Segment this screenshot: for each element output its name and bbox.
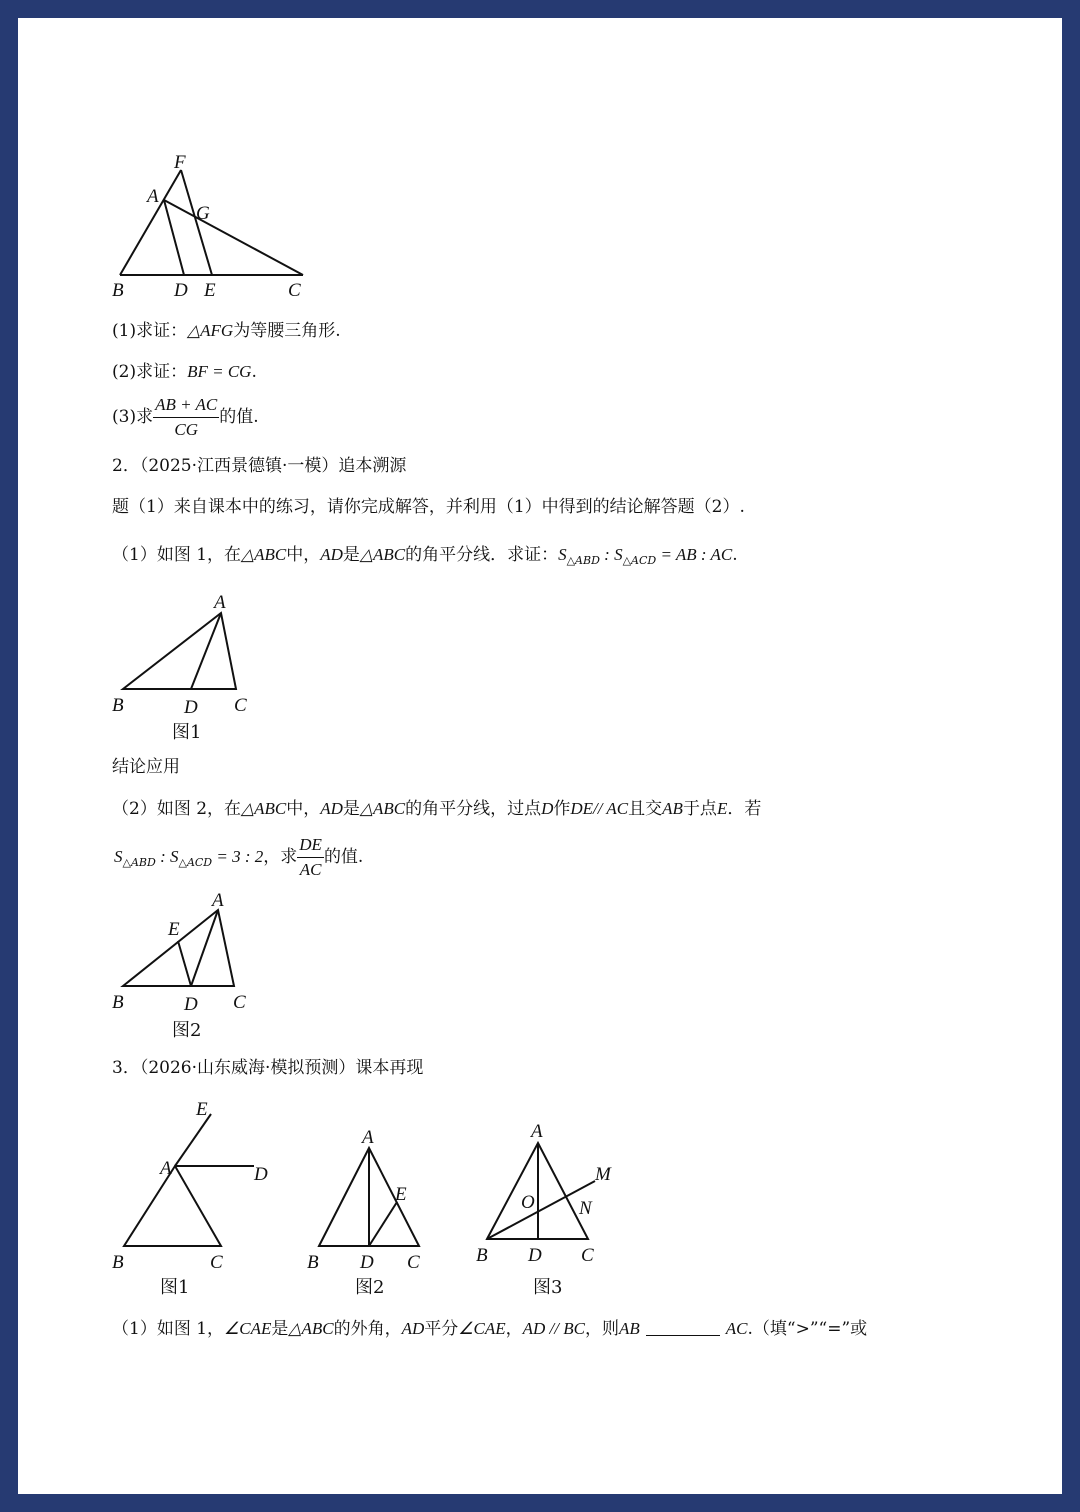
- label-d: D: [184, 697, 198, 718]
- fig-line-ad: [164, 200, 184, 275]
- fig-line-ae: [175, 1114, 211, 1166]
- label-b: B: [307, 1252, 319, 1273]
- label-c: C: [288, 280, 301, 301]
- p3-question-1: （1）如图 1，∠CAE是△ABC的外角，AD平分∠CAE，AD // BC，则AB AC.（填“>”“=”或: [112, 1319, 868, 1339]
- figure-caption: 图1: [160, 1277, 190, 1298]
- label-e: E: [196, 1099, 208, 1120]
- p1-question-1: (1)求证：△AFG为等腰三角形.: [112, 321, 341, 341]
- label-c: C: [233, 992, 246, 1013]
- label-a: A: [147, 186, 159, 207]
- label-a: A: [362, 1127, 374, 1148]
- label-e: E: [168, 919, 180, 940]
- p1-question-2: (2)求证：BF = CG.: [112, 362, 257, 382]
- p2-question-1: （1）如图 1，在△ABC中，AD是△ABC的角平分线．求证：$S_{\triangle ABD}$ : $S_{\triangle ACD}$ = AB : AC.: [112, 545, 738, 567]
- problem3-figure-3: [473, 1098, 653, 1298]
- problem2-figure-2: [108, 890, 288, 1043]
- p2-section-title: 结论应用: [112, 757, 180, 777]
- p2-intro: 题（1）来自课本中的练习，请你完成解答，并利用（1）中得到的结论解答题（2）.: [112, 497, 745, 517]
- problem3-figure-1: [108, 1098, 298, 1298]
- label-d: D: [254, 1164, 268, 1185]
- fig-line-de: [369, 1202, 397, 1246]
- problem1-figure: [108, 148, 328, 318]
- p2-question-2-line2: $S_{\triangle ABD}$ : $S_{\triangle ACD} = 3$ : 2，求 $\frac{DE}{AC}$ 的值.: [114, 835, 364, 879]
- label-o: O: [521, 1192, 535, 1213]
- label-d: D: [174, 280, 188, 301]
- problem3-figure-2: [303, 1098, 453, 1298]
- label-n: N: [579, 1198, 592, 1219]
- answer-blank[interactable]: [646, 1335, 720, 1336]
- fig-line-ed: [178, 941, 191, 986]
- fig-triangle-abc: [123, 613, 236, 689]
- p3-header: 3．（2026·山东威海·模拟预测）课本再现: [112, 1058, 424, 1078]
- label-d: D: [360, 1252, 374, 1273]
- p2-header: 2．（2025·江西景德镇·一模）追本溯源: [112, 456, 407, 476]
- label-b: B: [112, 1252, 124, 1273]
- fraction: $\frac{DE}{AC}$: [299, 835, 322, 879]
- p1-question-3: (3)求 $\frac{AB + AC}{CG}$ 的值.: [112, 395, 259, 439]
- label-m: M: [595, 1164, 611, 1185]
- problem2-figure-1: [108, 593, 288, 743]
- label-c: C: [210, 1252, 223, 1273]
- label-c: C: [407, 1252, 420, 1273]
- label-b: B: [112, 992, 124, 1013]
- label-b: B: [112, 280, 124, 301]
- label-e: E: [395, 1184, 407, 1205]
- label-d: D: [528, 1245, 542, 1266]
- label-a: A: [214, 592, 226, 613]
- label-e: E: [204, 280, 216, 301]
- label-b: B: [112, 695, 124, 716]
- p2-question-2-line1: （2）如图 2，在△ABC中，AD是△ABC的角平分线，过点D作DE// AC且交AB于点E．若: [112, 799, 762, 819]
- document-page: [18, 18, 1062, 1494]
- label-g: G: [196, 203, 210, 224]
- figure-caption: 图3: [533, 1277, 563, 1298]
- fig-triangle-abc: [124, 1166, 221, 1246]
- label-c: C: [581, 1245, 594, 1266]
- label-c: C: [234, 695, 247, 716]
- fig-line-ac: [164, 200, 303, 275]
- label-b: B: [476, 1245, 488, 1266]
- figure-caption: 图2: [355, 1277, 385, 1298]
- label-d: D: [184, 994, 198, 1015]
- label-a: A: [212, 890, 224, 911]
- figure-caption: 图1: [172, 722, 202, 743]
- label-a: A: [531, 1121, 543, 1142]
- label-a: A: [160, 1158, 172, 1179]
- figure-caption: 图2: [172, 1020, 202, 1041]
- fraction: $\frac{AB + AC}{CG}$: [155, 395, 218, 439]
- label-f: F: [174, 152, 186, 173]
